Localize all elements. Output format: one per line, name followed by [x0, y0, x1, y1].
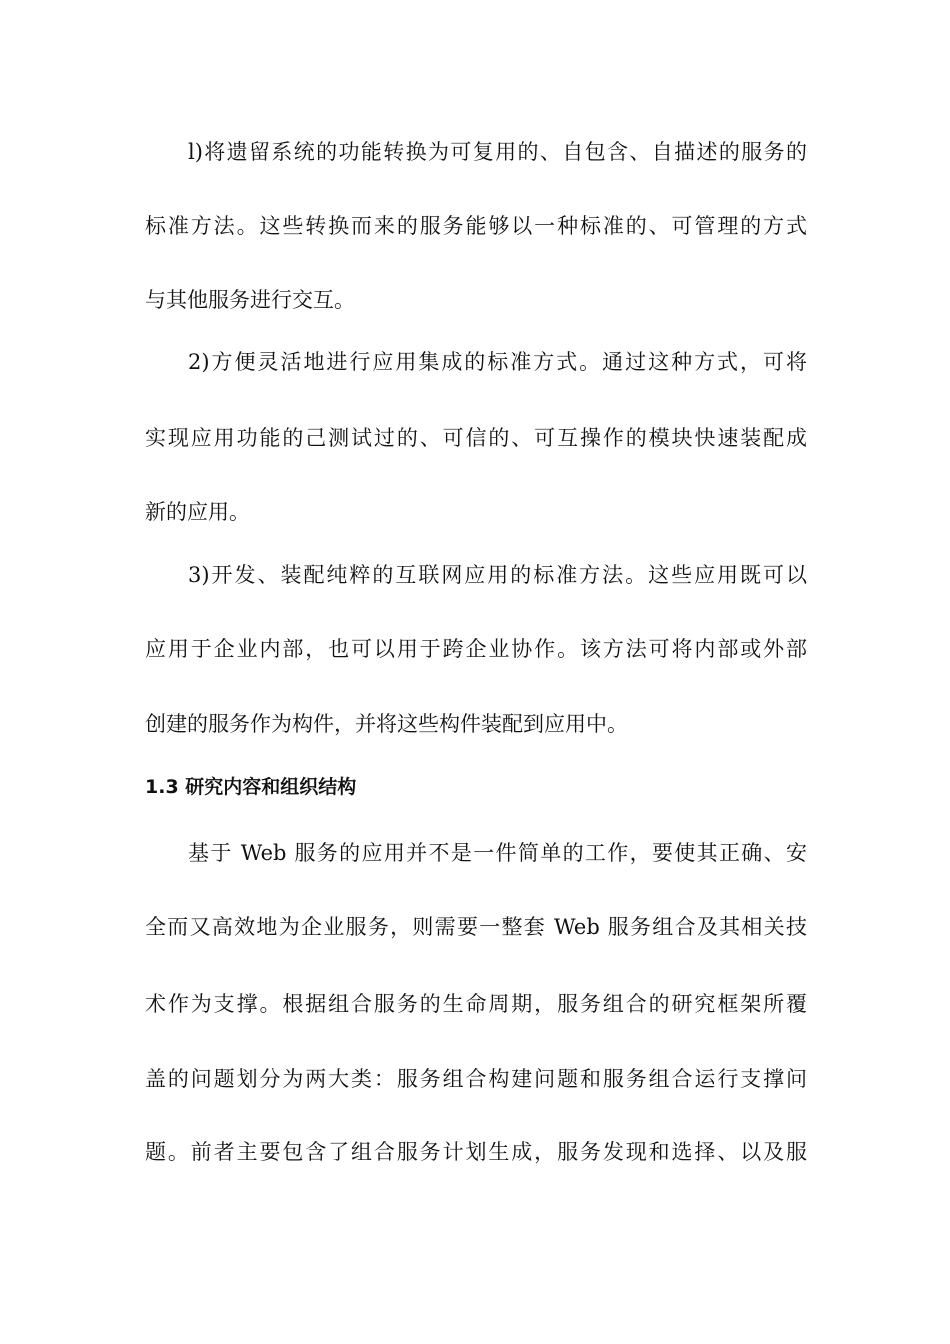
paragraph-1-line-1: l)将遗留系统的功能转换为可复用的、自包含、自描述的服务的	[188, 140, 807, 164]
paragraph-3-line-3: 创建的服务作为构件，并将这些构件装配到应用中。	[145, 712, 628, 736]
paragraph-4-line-1: 基于 Web 服务的应用并不是一件简单的工作，要使其正确、安	[188, 841, 807, 865]
paragraph-2-line-2: 实现应用功能的己测试过的、可信的、可互操作的模块快速装配成	[145, 426, 807, 450]
paragraph-1-line-2: 标准方法。这些转换而来的服务能够以一种标准的、可管理的方式	[145, 214, 807, 238]
paragraph-2-line-3: 新的应用。	[145, 500, 250, 524]
paragraph-4-line-4: 盖的问题划分为两大类：服务组合构建问题和服务组合运行支撑问	[145, 1067, 807, 1091]
paragraph-4-line-2: 全而又高效地为企业服务，则需要一整套 Web 服务组合及其相关技	[145, 915, 807, 939]
section-heading: 1.3 研究内容和组织结构	[145, 776, 357, 798]
paragraph-2-line-1: 2)方便灵活地进行应用集成的标准方式。通过这种方式，可将	[188, 350, 807, 374]
paragraph-4-line-3: 术作为支撑。根据组合服务的生命周期，服务组合的研究框架所覆	[145, 992, 807, 1016]
paragraph-3-line-2: 应用于企业内部，也可以用于跨企业协作。该方法可将内部或外部	[145, 637, 807, 661]
paragraph-3-line-1: 3)开发、装配纯粹的互联网应用的标准方法。这些应用既可以	[188, 563, 807, 587]
paragraph-1-line-3: 与其他服务进行交互。	[145, 288, 355, 312]
paragraph-4-line-5: 题。前者主要包含了组合服务计划生成，服务发现和选择、以及服	[145, 1140, 807, 1164]
